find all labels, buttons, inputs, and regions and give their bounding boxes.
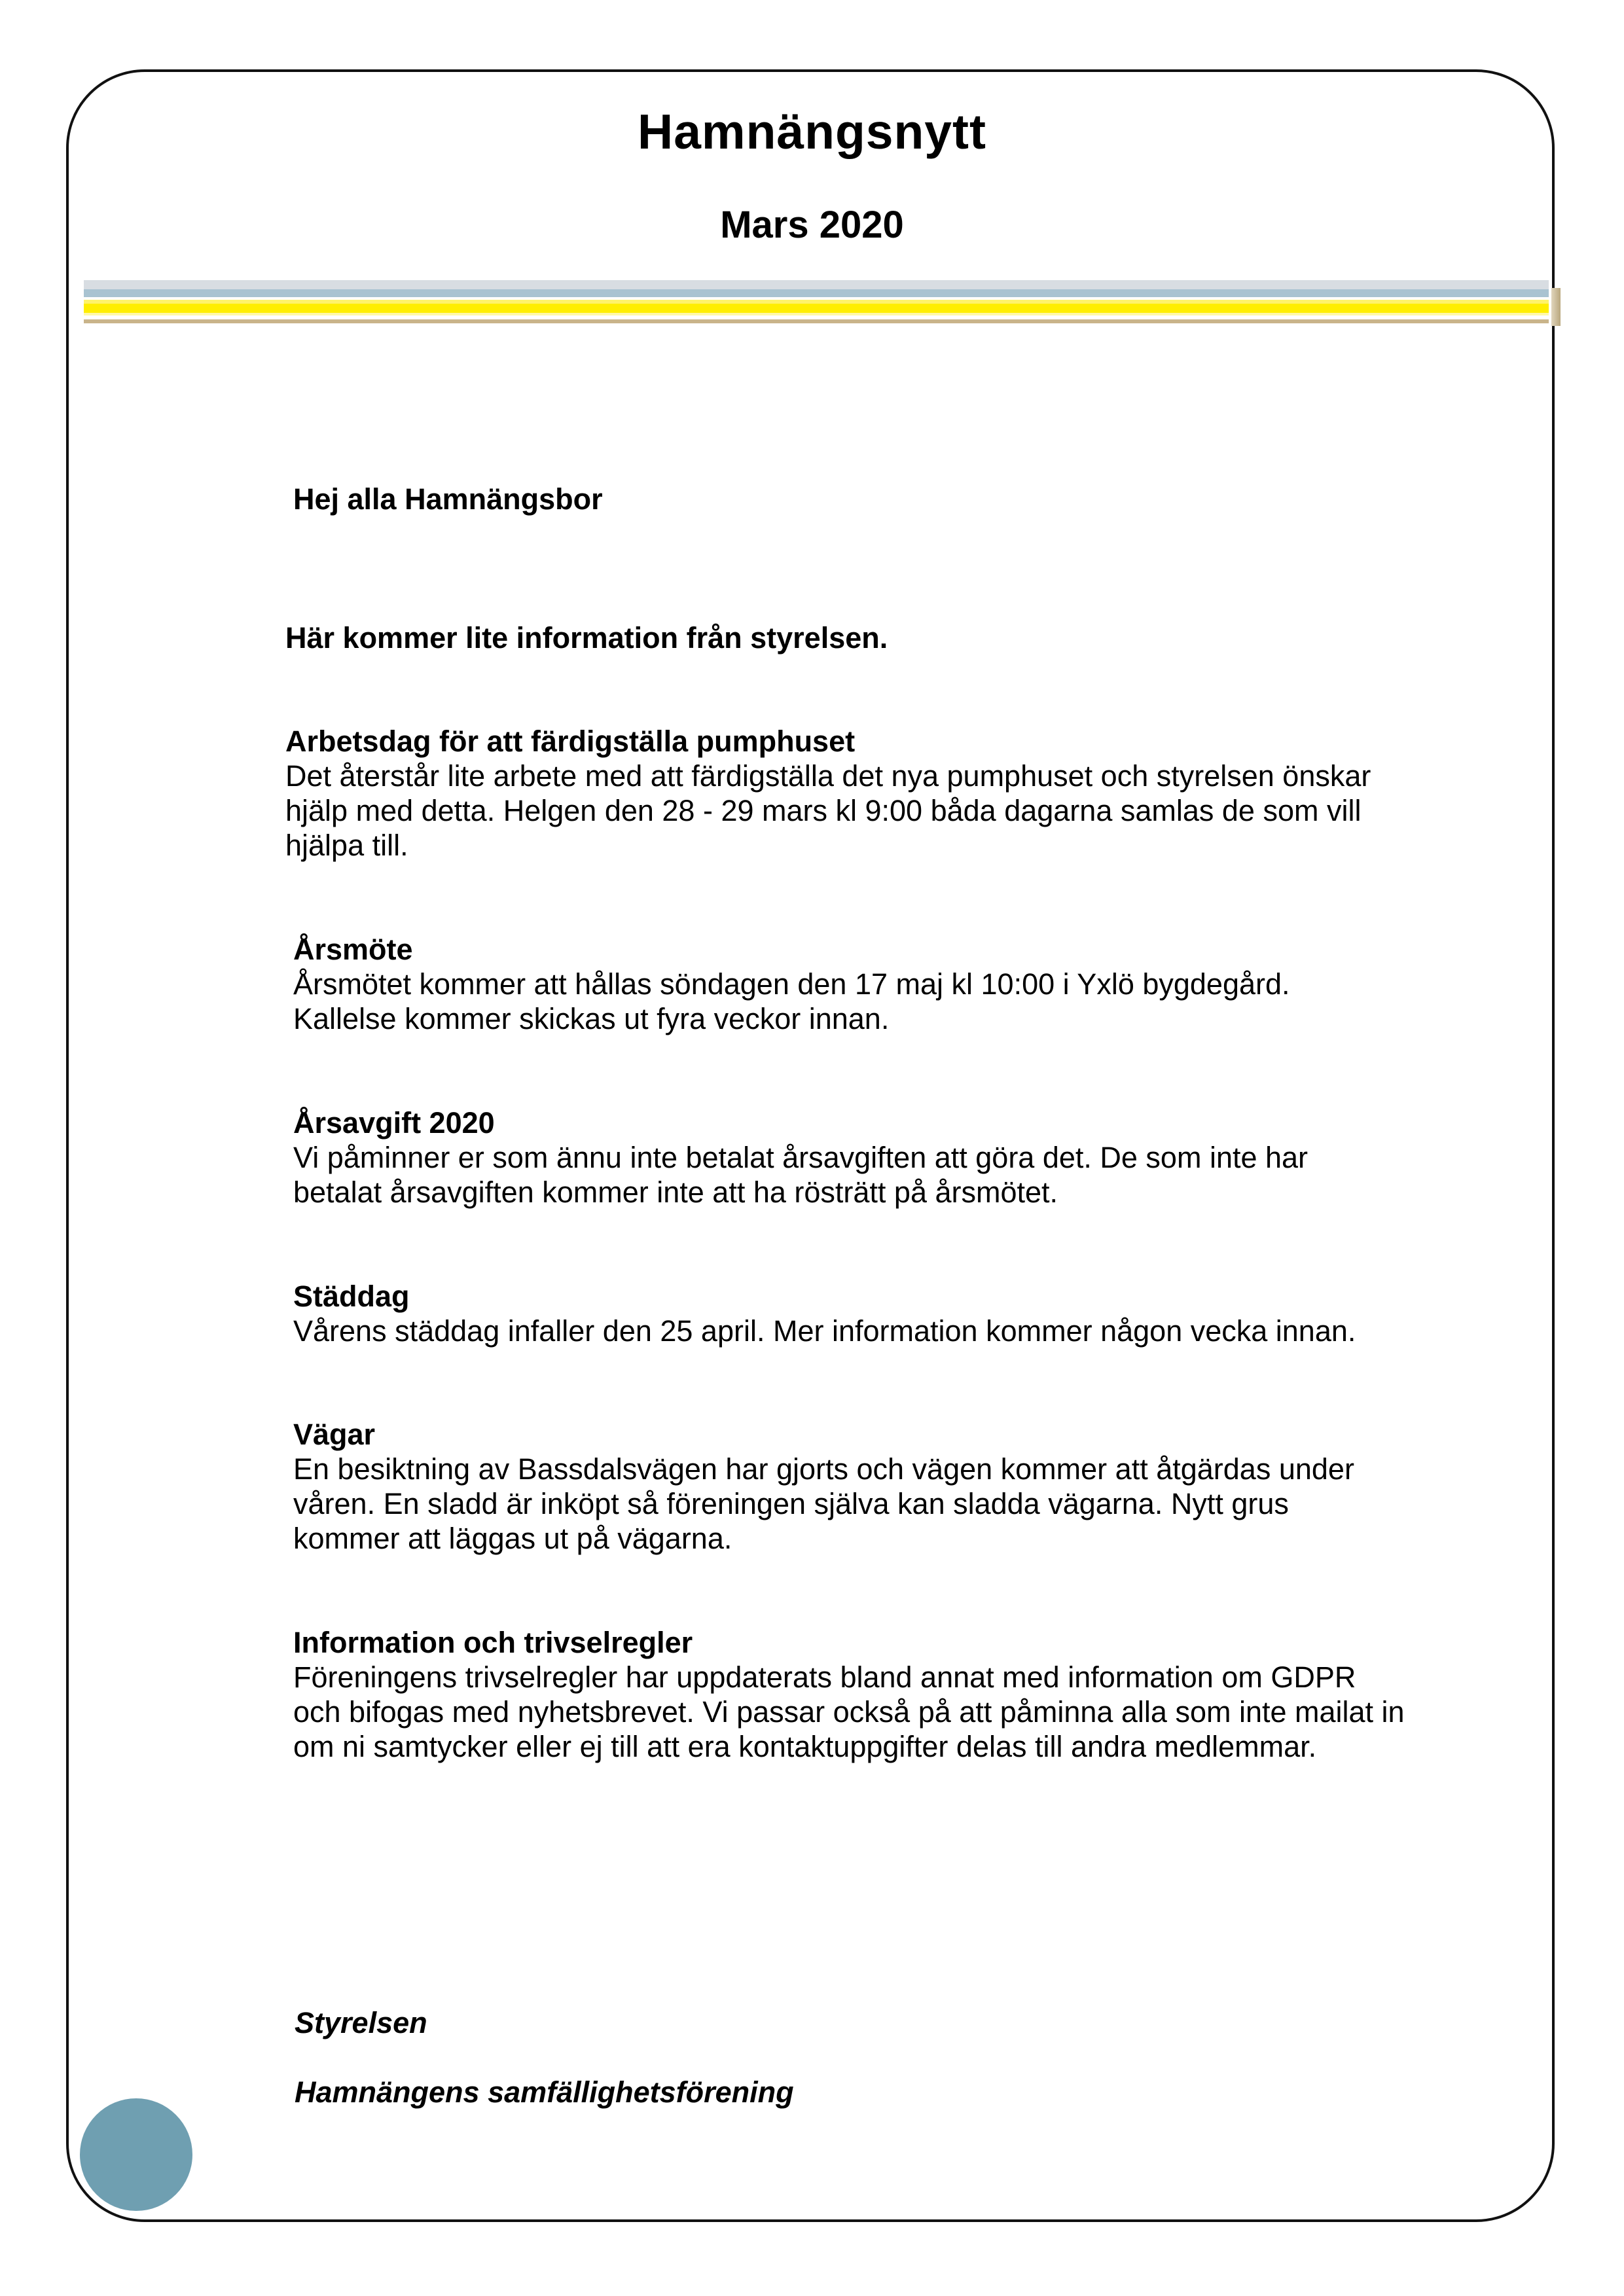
decorative-circle (80, 2098, 192, 2211)
divider-band-gray (84, 280, 1549, 289)
section-line: och bifogas med nyhetsbrevet. Vi passar också på att påminna alla som inte mailat in (293, 1695, 1405, 1729)
section-heading: Årsavgift 2020 (293, 1106, 495, 1139)
section-heading: Vägar (293, 1418, 376, 1451)
newsletter-title: Hamnängsnytt (638, 104, 986, 159)
section-heading: Städdag (293, 1280, 410, 1313)
newsletter-date: Mars 2020 (720, 204, 904, 246)
section-line: om ni samtycker eller ej till att era kontaktuppgifter delas till andra medlemmar. (293, 1730, 1317, 1763)
section-line: Det återstår lite arbete med att färdigställa det nya pumphuset och styrelsen önskar (285, 759, 1371, 793)
intro-text: Här kommer lite information från styrelsen. (285, 621, 888, 655)
section-line: hjälp med detta. Helgen den 28 - 29 mars kl 9:00 båda dagarna samlas de som vill (285, 794, 1362, 827)
section-line: Årsmötet kommer att hållas söndagen den 17 maj kl 10:00 i Yxlö bygdegård. (293, 967, 1290, 1001)
greeting: Hej alla Hamnängsbor (293, 482, 603, 516)
section-line: betalat årsavgiften kommer inte att ha rösträtt på årsmötet. (293, 1175, 1058, 1209)
section-rules (293, 1625, 1471, 1764)
signature-board: Styrelsen (295, 2006, 427, 2039)
section-line: våren. En sladd är inköpt så föreningen själva kan sladda vägarna. Nytt grus (293, 1487, 1289, 1520)
header-divider-banner (80, 280, 1561, 330)
section-annual-meeting (293, 932, 1471, 1036)
section-heading: Arbetsdag för att färdigställa pumphuset (285, 725, 856, 758)
divider-band-blue (84, 289, 1549, 297)
divider-band-yellow (84, 304, 1549, 313)
divider-band-tan (84, 319, 1549, 323)
divider-band-pale-yellow (84, 313, 1549, 315)
section-line: En besiktning av Bassdalsvägen har gjorts och vägen kommer att åtgärdas under (293, 1452, 1354, 1486)
section-line: Vårens städdag infaller den 25 april. Mer information kommer någon vecka innan. (293, 1314, 1356, 1348)
divider-end-cap (1551, 288, 1561, 326)
section-line: hjälpa till. (285, 829, 408, 862)
section-line: Kallelse kommer skickas ut fyra veckor innan. (293, 1002, 890, 1035)
section-pumphouse (285, 724, 1464, 863)
section-roads (293, 1417, 1471, 1556)
section-line: kommer att läggas ut på vägarna. (293, 1522, 732, 1555)
section-heading: Information och trivselregler (293, 1626, 693, 1659)
section-heading: Årsmöte (293, 933, 413, 966)
section-annual-fee (293, 1105, 1471, 1210)
signature-association: Hamnängens samfällighetsförening (295, 2075, 794, 2109)
section-line: Vi påminner er som ännu inte betalat årsavgiften att göra det. De som inte har (293, 1141, 1308, 1174)
section-cleaning-day (293, 1279, 1471, 1348)
section-line: Föreningens trivselregler har uppdaterats bland annat med information om GDPR (293, 1660, 1356, 1694)
